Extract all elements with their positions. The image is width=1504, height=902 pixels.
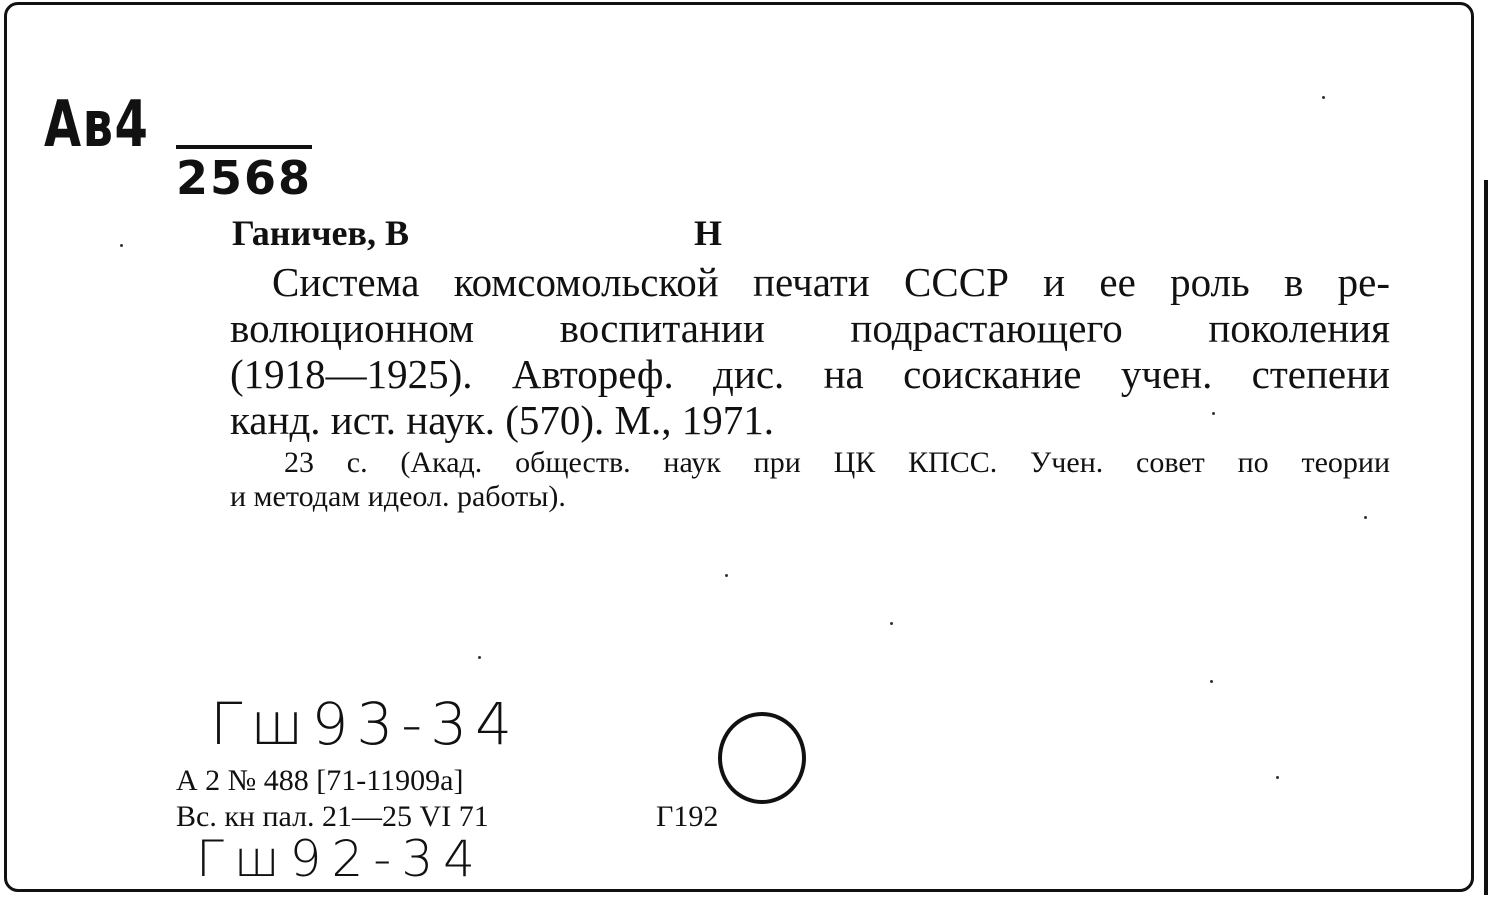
imprint-line-1: А 2 № 488 [71-11909а] [176, 764, 464, 797]
scan-speck [725, 574, 728, 577]
scan-speck [1212, 412, 1215, 415]
scan-speck [890, 622, 893, 625]
title-line-4: канд. ист. наук. (570). М., 1971. [230, 397, 775, 443]
author-initial: Н [694, 213, 723, 253]
author-name: Ганичев, В [232, 213, 409, 253]
imprint-line-2: Вс. кн пал. 21—25 VI 71 [176, 800, 489, 833]
stamp-circle [718, 712, 806, 804]
title-line-1: Система комсомольской печати СССР и ее роль в ре- [272, 259, 1390, 305]
handwritten-shelfmark: Ав4 [44, 88, 150, 162]
scan-speck [1276, 776, 1279, 779]
handwritten-shelf-number: 2568 [176, 145, 312, 205]
scan-speck [1210, 680, 1213, 683]
scan-speck [1322, 96, 1325, 99]
scan-speck [478, 656, 481, 659]
title-line-2: волюционном воспитании подрастающего поколения [230, 305, 1390, 351]
title-line-3: (1918—1925). Автореф. дис. на соискание учен. степени [230, 351, 1390, 397]
note-line-1: 23 с. (Акад. обществ. наук при ЦК КПСС. Учен. совет по теории [284, 446, 1390, 479]
scan-speck [1364, 516, 1367, 519]
handwritten-cipher-top: Гш93-34 [210, 690, 521, 758]
note-line-2: и методам идеол. работы). [230, 480, 566, 513]
handwritten-cipher-bottom: Гш92-34 [196, 830, 485, 888]
card-edge [1474, 180, 1488, 895]
imprint-code: Г192 [656, 800, 719, 833]
scan-speck [120, 244, 123, 247]
